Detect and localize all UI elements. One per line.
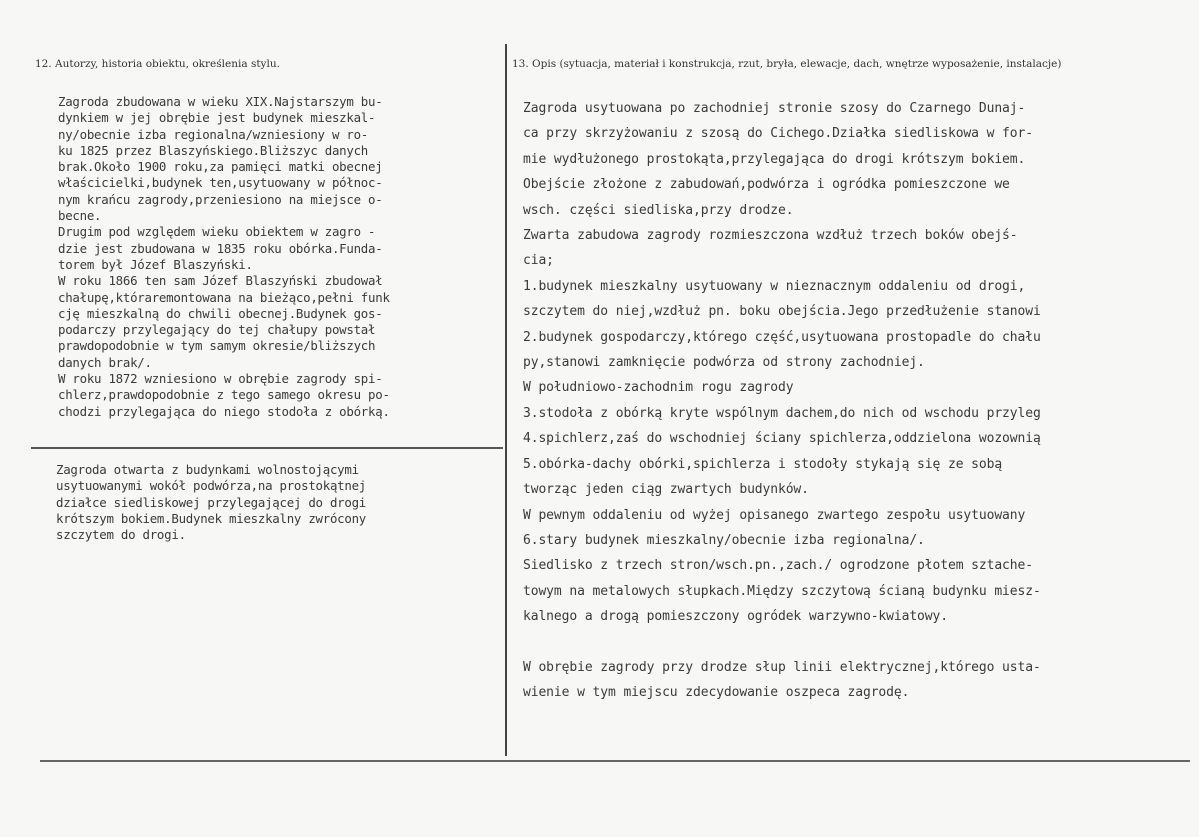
history-line: becne. <box>58 208 102 224</box>
history-line: torem był Józef Blaszyński. <box>58 256 253 272</box>
bottom-rule <box>40 760 1190 762</box>
description-line: W południowo-zachodnim rogu zagrody <box>523 380 794 396</box>
description-text <box>523 96 1041 706</box>
description-line: 1.budynek mieszkalny usytuowany w nieznacznym oddaleniu od drogi, <box>523 278 1026 294</box>
description-line: 3.stodoła z obórką kryte wspólnym dachem,do nich od wschodu przyleg <box>523 405 1041 421</box>
description-line: Obejście złożone z zabudowań,podwórza i ogródka pomieszczone we <box>523 177 1010 193</box>
history-line: W roku 1872 wzniesiono w obrębie zagrody spi- <box>58 371 383 387</box>
description-line: wsch. części siedliska,przy drodze. <box>523 202 794 218</box>
history-line: chlerz,prawdopodobnie z tego samego okresu po- <box>58 387 390 403</box>
description-line: mie wydłużonego prostokąta,przylegająca do drogi krótszym bokiem. <box>523 151 1026 167</box>
description-line: W pewnym oddaleniu od wyżej opisanego zwartego zespołu usytuowany <box>523 507 1026 523</box>
section-12-header: 12. Autorzy, historia obiektu, określenia stylu. <box>35 58 280 70</box>
history-line: brak.Około 1900 roku,za pamięci matki obecnej <box>58 159 383 175</box>
style-line: usytuowanymi wokół podwórza,na prostokątnej <box>56 478 367 494</box>
description-line: cia; <box>523 253 554 269</box>
left-section-divider <box>31 447 503 449</box>
history-line: chodzi przylegająca do niego stodoła z obórką. <box>58 403 390 419</box>
history-line: cję mieszkalną do chwili obecnej.Budynek gos- <box>58 305 383 321</box>
description-line: 4.spichlerz,zaś do wschodniej ściany spichlerza,oddzielona wozownią <box>523 431 1041 447</box>
style-line: Zagroda otwarta z budynkami wolnostojącymi <box>56 462 359 477</box>
style-line: szczytem do drogi. <box>56 527 186 543</box>
history-line: prawdopodobnie w tym samym okresie/bliższych <box>58 338 376 354</box>
history-line: właścicielki,budynek ten,usytuowany w północ- <box>58 175 383 191</box>
description-line: W obrębie zagrody przy drodze słup linii elektrycznej,którego usta- <box>523 659 1041 675</box>
description-line: 2.budynek gospodarczy,którego część,usytuowana prostopadle do chału <box>523 329 1041 345</box>
history-line: nym krańcu zagrody,przeniesiono na miejsce o- <box>58 191 383 207</box>
history-line: chałupę,któraremontowana na bieżąco,pełni funk <box>58 289 390 305</box>
description-line: Zagroda usytuowana po zachodniej stronie szosy do Czarnego Dunaj- <box>523 101 1026 116</box>
description-line: py,stanowi zamknięcie podwórza od strony zachodniej. <box>523 355 925 371</box>
history-line: danych brak/. <box>58 354 152 370</box>
description-line: tworząc jeden ciąg zwartych budynków. <box>523 482 809 498</box>
description-line: towym na metalowych słupkach.Między szczytową ścianą budynku miesz- <box>523 583 1041 599</box>
history-line: dynkiem w jej obrębie jest budynek mieszkal- <box>58 110 376 126</box>
history-text <box>58 94 390 420</box>
description-line: szczytem do niej,wzdłuż pn. boku obejścia.Jego przedłużenie stanowi <box>523 304 1041 320</box>
description-line: kalnego a drogą pomieszczony ogródek warzywno-kwiatowy. <box>523 609 948 625</box>
section-13-header: 13. Opis (sytuacja, materiał i konstrukcja, rzut, bryła, elewacje, dach, wnętrze wyposażenie, instalacje) <box>512 58 1062 70</box>
description-line: 5.obórka-dachy obórki,spichlerza i stodoły stykają się ze sobą <box>523 456 1003 472</box>
description-line: ca przy skrzyżowaniu z szosą do Cichego.Działka siedliskowa w for- <box>523 126 1033 142</box>
style-line: krótszym bokiem.Budynek mieszkalny zwrócony <box>56 510 367 526</box>
history-line: dzie jest zbudowana w 1835 roku obórka.Funda- <box>58 240 383 256</box>
history-line: podarczy przylegający do tej chałupy powstał <box>58 322 376 338</box>
column-divider <box>505 44 507 756</box>
description-line: wienie w tym miejscu zdecydowanie oszpeca zagrodę. <box>523 685 910 701</box>
description-line: 6.stary budynek mieszkalny/obecnie izba regionalna/. <box>523 532 925 548</box>
history-line: ku 1825 przez Blaszyńskiego.Bliższyc danych <box>58 142 369 158</box>
history-line: ny/obecnie izba regionalna/wzniesiony w ro- <box>58 126 369 142</box>
style-text <box>56 462 366 543</box>
style-line: działce siedliskowej przylegającej do drogi <box>56 494 367 510</box>
history-line: Zagroda zbudowana w wieku XIX.Najstarszym bu- <box>58 94 383 109</box>
history-line: Drugim pod względem wieku obiektem w zagro - <box>58 224 376 240</box>
description-line: Zwarta zabudowa zagrody rozmieszczona wzdłuż trzech boków obejś- <box>523 228 1018 244</box>
description-line: Siedlisko z trzech stron/wsch.pn.,zach./ ogrodzone płotem sztache- <box>523 558 1033 574</box>
history-line: W roku 1866 ten sam Józef Blaszyński zbudował <box>58 273 383 289</box>
